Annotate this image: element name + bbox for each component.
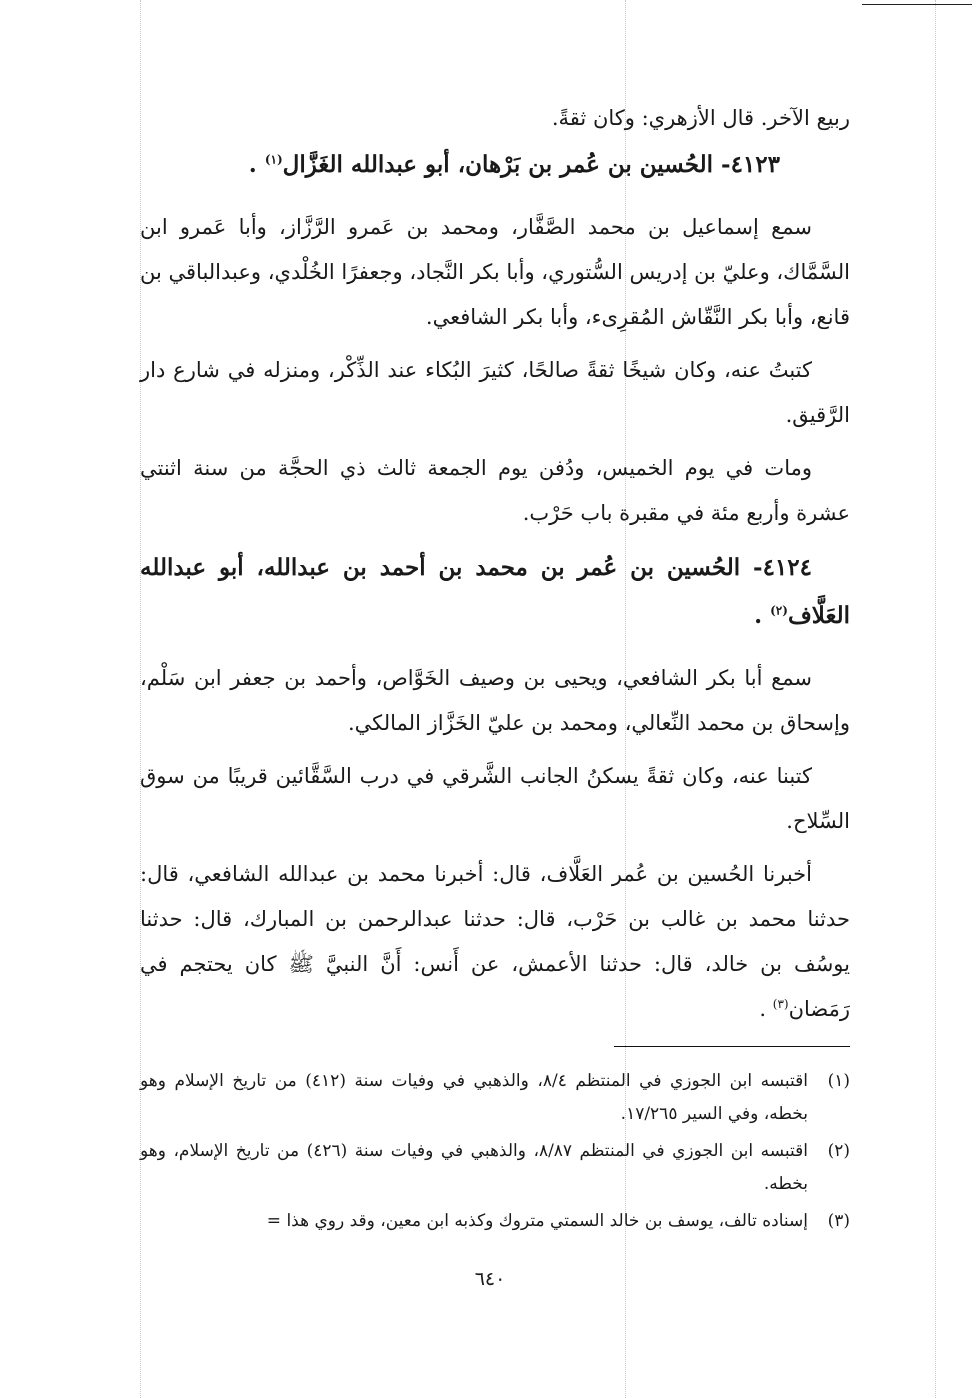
entry-heading-text: ٤١٢٤- الحُسين بن عُمر بن محمد بن أحمد بن عبدالله، أبو عبدالله العَلَّاف [140,554,850,629]
footnote-item [140,1135,850,1201]
footnote-number: (٣) [827,1211,850,1231]
footnote-item [140,1205,850,1238]
footnote-number: (٢) [827,1141,850,1161]
entry-heading-4124 [140,544,850,640]
paragraph-teachers-4123: سمع إسماعيل بن محمد الصَّفَّار، ومحمد بن عَمرو الرَّزَّاز، وأبا عَمرو ابن السَّمَّاك، وعليّ بن إدريس السُّتوري، وأبا بكر النَّجاد، وجعفرًا الخُلْدي، وعبدالباقي بن قانع، وأبا بكر النَّقّاش المُقرِىء، وأبا بكر الشافعي. [140,215,850,329]
paragraph-death-4123: ومات في يوم الخميس، ودُفن يوم الجمعة ثالث ذي الحجَّة من سنة اثنتي عشرة وأربع مئة في مقبرة باب حَرْب. [140,456,850,525]
hadith-text: أخبرنا الحُسين بن عُمر العَلَّاف، قال: أخبرنا محمد بن عبدالله الشافعي، قال: حدثنا محمد بن غالب بن حَرْب، قال: حدثنا عبدالرحمن بن المبارك، قال: حدثنا يوسُف بن خالد، قال: حدثنا الأعمش، عن أَنس: أَنَّ النبيَّ ﷺ كان يحتجم في رَمَضان [140,862,850,1021]
footnote-text: اقتبسه ابن الجوزي في المنتظم ٨/٤، والذهبي في وفيات سنة (٤١٢) من تاريخ الإسلام وهو بخطه، وفي السير ١٧/٢٦٥. [140,1071,808,1124]
footnote-list [140,1065,850,1238]
footnote-ref-2[interactable]: (٢) [770,603,788,618]
footnote-number: (١) [827,1071,850,1091]
entry-heading-4123 [140,141,850,189]
hadith-tail: . [759,997,773,1021]
page-body [140,96,850,1242]
paragraph-teachers-4124: سمع أبا بكر الشافعي، ويحيى بن وصيف الخَوَّاص، وأحمد بن جعفر ابن سَلْم، وإسحاق بن محمد النِّعالي، ومحمد بن عليّ الخَزَّاز المالكي. [140,666,850,735]
footnote-text: اقتبسه ابن الجوزي في المنتظم ٨/٨٧، والذهبي في وفيات سنة (٤٢٦) من تاريخ الإسلام، وهو بخطه. [140,1141,808,1194]
paragraph-hadith-4124 [140,852,850,1032]
heading-tail: . [754,602,771,629]
footnote-separator [614,1046,850,1047]
entry-heading-text: ٤١٢٣- الحُسين بن عُمر بن بَرْهان، أبو عبدالله الغَزَّال [282,151,780,178]
paragraph-narration-4123: كتبتُ عنه، وكان شيخًا ثقةً صالحًا، كثيرَ البُكاء عند الذِّكْر، ومنزله في شارع دار الرَّقيق. [140,358,850,427]
scan-artifact-line [935,0,936,1398]
footnote-item [140,1065,850,1131]
footnote-text: إسناده تالف، يوسف بن خالد السمتي متروك وكذبه ابن معين، وقد روي هذا = [266,1211,808,1231]
top-corner-rule [862,4,972,5]
intro-line: ربيع الآخر. قال الأزهري: وكان ثقةً. [551,106,850,130]
footnote-ref-1[interactable]: (١) [264,152,283,167]
page-number: ٦٤٠ [474,1268,506,1290]
paragraph-narration-4124: كتبنا عنه، وكان ثقةً يسكنُ الجانب الشَّرقي في درب السَّقَّائين قريبًا من سوق السِّلاح. [140,764,850,833]
footnote-ref-3[interactable]: (٣) [772,997,789,1011]
heading-tail: . [248,151,265,178]
